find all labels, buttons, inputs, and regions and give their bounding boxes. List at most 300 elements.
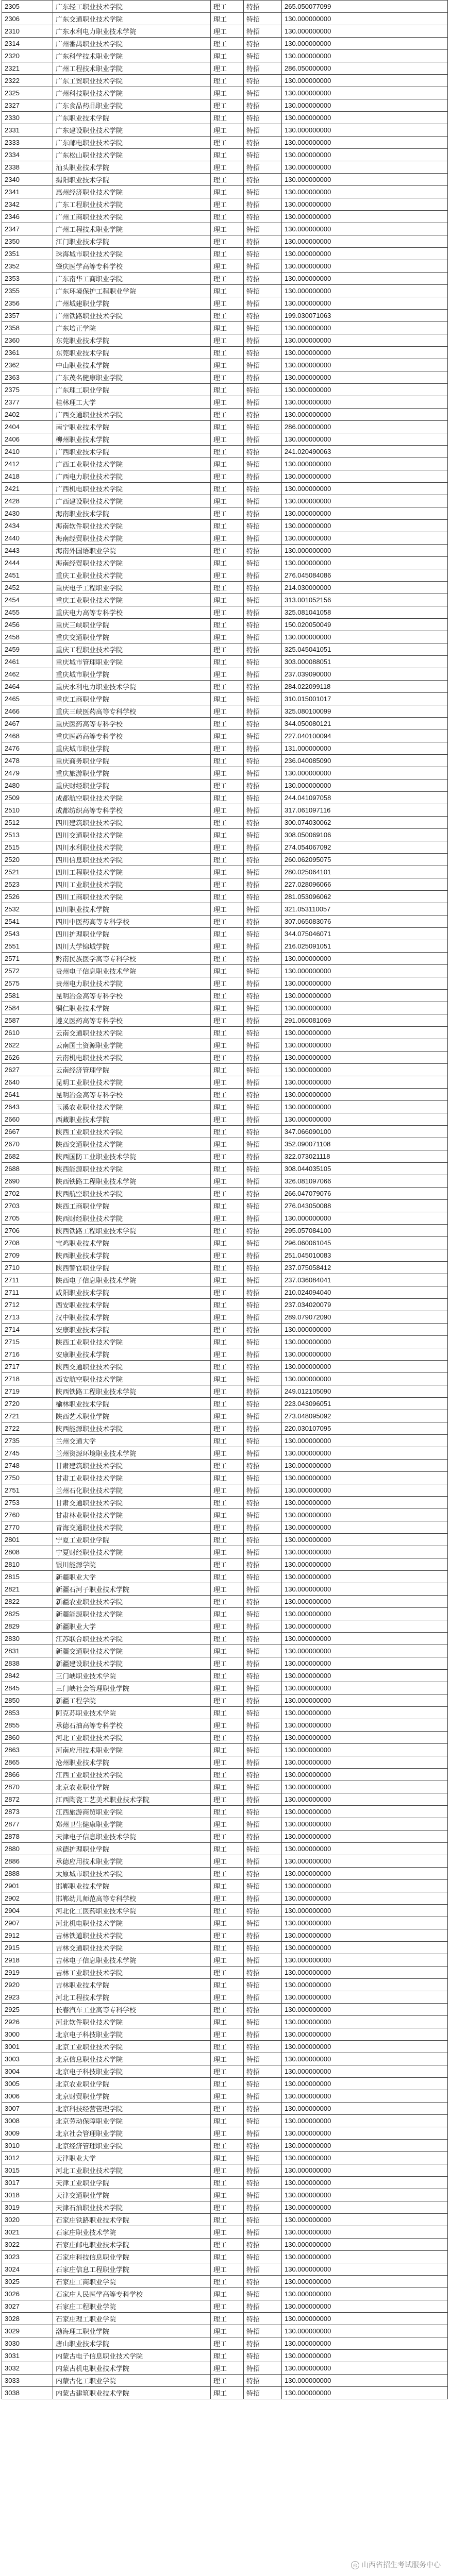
score-cell: 130.000000000 — [282, 1484, 448, 1497]
batch-cell: 特招 — [244, 1435, 282, 1447]
school-code-cell: 3031 — [2, 2350, 53, 2362]
school-code-cell: 2716 — [2, 1348, 53, 1361]
category-cell: 理工 — [211, 1620, 244, 1633]
school-code-cell: 2342 — [2, 198, 53, 211]
category-cell: 理工 — [211, 174, 244, 186]
score-cell: 317.061097116 — [282, 804, 448, 817]
batch-cell: 特招 — [244, 817, 282, 829]
batch-cell: 特招 — [244, 2004, 282, 2016]
school-code-cell: 2410 — [2, 446, 53, 458]
score-cell: 130.000000000 — [282, 2189, 448, 2201]
school-name-cell: 新疆农业职业技术学院 — [53, 1596, 211, 1608]
batch-cell: 特招 — [244, 1076, 282, 1089]
score-cell: 130.000000000 — [282, 1064, 448, 1076]
school-code-cell: 2334 — [2, 149, 53, 161]
score-cell: 130.000000000 — [282, 2201, 448, 2214]
school-name-cell: 重庆水利电力职业技术学院 — [53, 681, 211, 693]
school-code-cell: 2660 — [2, 1113, 53, 1126]
school-name-cell: 广西交通职业技术学院 — [53, 409, 211, 421]
school-name-cell: 广西建设职业技术学院 — [53, 495, 211, 507]
school-name-cell: 陕西铁路工程职业技术学院 — [53, 1225, 211, 1237]
school-code-cell: 3006 — [2, 2090, 53, 2103]
batch-cell: 特招 — [244, 2300, 282, 2313]
school-code-cell: 2468 — [2, 730, 53, 742]
score-cell: 307.065083076 — [282, 916, 448, 928]
batch-cell: 特招 — [244, 1447, 282, 1460]
school-name-cell: 广西电力职业技术学院 — [53, 470, 211, 483]
batch-cell: 特招 — [244, 1682, 282, 1694]
school-code-cell: 2340 — [2, 174, 53, 186]
category-cell: 理工 — [211, 25, 244, 38]
batch-cell: 特招 — [244, 878, 282, 891]
table-row — [2, 1991, 448, 2004]
score-cell: 130.000000000 — [282, 2226, 448, 2239]
batch-cell: 特招 — [244, 1484, 282, 1497]
table-row — [2, 545, 448, 557]
batch-cell: 特招 — [244, 2325, 282, 2337]
school-name-cell: 安康职业技术学院 — [53, 1348, 211, 1361]
batch-cell: 特招 — [244, 62, 282, 75]
table-row — [2, 2251, 448, 2263]
batch-cell: 特招 — [244, 681, 282, 693]
school-name-cell: 玉溪农业职业技术学院 — [53, 1101, 211, 1113]
school-code-cell: 3005 — [2, 2078, 53, 2090]
score-cell: 130.000000000 — [282, 1052, 448, 1064]
school-code-cell: 2722 — [2, 1422, 53, 1435]
table-row — [2, 1348, 448, 1361]
school-name-cell: 四川职业技术学院 — [53, 903, 211, 916]
school-code-cell: 2850 — [2, 1694, 53, 1707]
school-name-cell: 陕西职业技术学院 — [53, 1249, 211, 1262]
school-name-cell: 兰州资源环境职业技术学院 — [53, 1447, 211, 1460]
category-cell: 理工 — [211, 1, 244, 13]
batch-cell: 特招 — [244, 2152, 282, 2164]
category-cell: 理工 — [211, 1917, 244, 1929]
batch-cell: 特招 — [244, 2016, 282, 2028]
score-cell: 130.000000000 — [282, 285, 448, 297]
table-row — [2, 1361, 448, 1373]
school-code-cell: 2870 — [2, 1781, 53, 1793]
score-cell: 214.030000000 — [282, 582, 448, 594]
category-cell: 理工 — [211, 1336, 244, 1348]
category-cell: 理工 — [211, 817, 244, 829]
school-code-cell: 2418 — [2, 470, 53, 483]
score-cell: 296.060061045 — [282, 1237, 448, 1249]
school-name-cell: 海南外国语职业学院 — [53, 545, 211, 557]
school-name-cell: 新疆能源职业技术学院 — [53, 1608, 211, 1620]
school-name-cell: 沧州职业技术学院 — [53, 1756, 211, 1769]
school-name-cell: 汉中职业技术学院 — [53, 1311, 211, 1324]
batch-cell: 特招 — [244, 409, 282, 421]
table-body — [2, 1, 448, 2399]
category-cell: 理工 — [211, 235, 244, 248]
school-code-cell: 2305 — [2, 1, 53, 13]
batch-cell: 特招 — [244, 25, 282, 38]
category-cell: 理工 — [211, 13, 244, 25]
school-name-cell: 广东环境保护工程职业学院 — [53, 285, 211, 297]
batch-cell: 特招 — [244, 1534, 282, 1546]
table-row — [2, 1027, 448, 1039]
category-cell: 理工 — [211, 2090, 244, 2103]
score-cell: 130.000000000 — [282, 1979, 448, 1991]
batch-cell: 特招 — [244, 50, 282, 62]
category-cell: 理工 — [211, 421, 244, 433]
school-code-cell: 2907 — [2, 1917, 53, 1929]
score-cell: 295.057084100 — [282, 1225, 448, 1237]
school-code-cell: 2572 — [2, 965, 53, 977]
batch-cell: 特招 — [244, 1818, 282, 1831]
table-row — [2, 928, 448, 940]
batch-cell: 特招 — [244, 1905, 282, 1917]
category-cell: 理工 — [211, 1558, 244, 1571]
table-row — [2, 2164, 448, 2177]
score-cell: 130.000000000 — [282, 1831, 448, 1843]
category-cell: 理工 — [211, 2152, 244, 2164]
category-cell: 理工 — [211, 161, 244, 174]
table-row — [2, 1435, 448, 1447]
score-cell: 130.000000000 — [282, 2325, 448, 2337]
batch-cell: 特招 — [244, 137, 282, 149]
school-name-cell: 阿克苏职业技术学院 — [53, 1707, 211, 1719]
school-name-cell: 重庆电子工程职业学院 — [53, 582, 211, 594]
table-row — [2, 347, 448, 359]
batch-cell: 特招 — [244, 1299, 282, 1311]
school-code-cell: 2325 — [2, 87, 53, 99]
score-cell: 130.000000000 — [282, 322, 448, 334]
category-cell: 理工 — [211, 916, 244, 928]
score-cell: 130.000000000 — [282, 1348, 448, 1361]
score-cell: 130.000000000 — [282, 2115, 448, 2127]
table-row — [2, 198, 448, 211]
school-name-cell: 陕西国防工业职业技术学院 — [53, 1150, 211, 1163]
score-cell: 241.020490063 — [282, 446, 448, 458]
school-code-cell: 2476 — [2, 742, 53, 755]
score-cell: 130.000000000 — [282, 1954, 448, 1967]
school-name-cell: 广东工贸职业技术学院 — [53, 75, 211, 87]
category-cell: 理工 — [211, 1262, 244, 1274]
table-row — [2, 285, 448, 297]
category-cell: 理工 — [211, 557, 244, 569]
score-cell: 310.015001017 — [282, 693, 448, 705]
school-code-cell: 3012 — [2, 2152, 53, 2164]
table-row — [2, 2239, 448, 2251]
category-cell: 理工 — [211, 1188, 244, 1200]
batch-cell: 特招 — [244, 75, 282, 87]
score-cell: 130.000000000 — [282, 161, 448, 174]
score-cell: 130.000000000 — [282, 1497, 448, 1509]
table-row — [2, 916, 448, 928]
table-row — [2, 693, 448, 705]
score-cell: 130.000000000 — [282, 1336, 448, 1348]
table-row — [2, 2350, 448, 2362]
school-code-cell: 2327 — [2, 99, 53, 112]
score-cell: 130.000000000 — [282, 1571, 448, 1583]
score-cell: 130.000000000 — [282, 1707, 448, 1719]
category-cell: 理工 — [211, 928, 244, 940]
school-name-cell: 新疆职业大学 — [53, 1620, 211, 1633]
category-cell: 理工 — [211, 718, 244, 730]
school-code-cell: 2872 — [2, 1793, 53, 1806]
table-row — [2, 2177, 448, 2189]
table-row — [2, 1670, 448, 1682]
category-cell: 理工 — [211, 433, 244, 446]
school-code-cell: 2571 — [2, 953, 53, 965]
category-cell: 理工 — [211, 2065, 244, 2078]
school-name-cell: 唐山职业技术学院 — [53, 2337, 211, 2350]
school-name-cell: 新疆建设职业技术学院 — [53, 1657, 211, 1670]
category-cell: 理工 — [211, 186, 244, 198]
category-cell: 理工 — [211, 1422, 244, 1435]
score-cell: 130.000000000 — [282, 1447, 448, 1460]
school-code-cell: 2829 — [2, 1620, 53, 1633]
table-row — [2, 1892, 448, 1905]
school-code-cell: 2543 — [2, 928, 53, 940]
score-cell: 344.050080121 — [282, 718, 448, 730]
school-code-cell: 3024 — [2, 2263, 53, 2276]
table-row — [2, 2226, 448, 2239]
table-row — [2, 1150, 448, 1163]
table-row — [2, 1694, 448, 1707]
table-row — [2, 1942, 448, 1954]
school-name-cell: 海南职业技术学院 — [53, 507, 211, 520]
score-cell: 266.047079076 — [282, 1188, 448, 1200]
table-row — [2, 1929, 448, 1942]
batch-cell: 特招 — [244, 495, 282, 507]
score-cell: 130.000000000 — [282, 2263, 448, 2276]
school-code-cell: 2713 — [2, 1311, 53, 1324]
score-cell: 286.000000000 — [282, 421, 448, 433]
table-row — [2, 359, 448, 371]
score-cell: 130.000000000 — [282, 1435, 448, 1447]
category-cell: 理工 — [211, 730, 244, 742]
school-code-cell: 2919 — [2, 1967, 53, 1979]
table-row — [2, 779, 448, 792]
batch-cell: 特招 — [244, 767, 282, 779]
category-cell: 理工 — [211, 619, 244, 631]
category-cell: 理工 — [211, 273, 244, 285]
school-name-cell: 海南经贸职业技术学院 — [53, 557, 211, 569]
school-name-cell: 西藏职业技术学院 — [53, 1113, 211, 1126]
school-name-cell: 石家庄信息工程职业学院 — [53, 2263, 211, 2276]
school-name-cell: 重庆电力高等专科学校 — [53, 606, 211, 619]
category-cell: 理工 — [211, 854, 244, 866]
category-cell: 理工 — [211, 99, 244, 112]
batch-cell: 特招 — [244, 1212, 282, 1225]
category-cell: 理工 — [211, 1596, 244, 1608]
table-row — [2, 2053, 448, 2065]
category-cell: 理工 — [211, 2164, 244, 2177]
batch-cell: 特招 — [244, 161, 282, 174]
score-cell: 130.000000000 — [282, 2140, 448, 2152]
score-cell: 130.000000000 — [282, 557, 448, 569]
table-row — [2, 1620, 448, 1633]
school-code-cell: 2926 — [2, 2016, 53, 2028]
school-code-cell: 2434 — [2, 520, 53, 532]
category-cell: 理工 — [211, 223, 244, 235]
batch-cell: 特招 — [244, 829, 282, 841]
table-row — [2, 1521, 448, 1534]
batch-cell: 特招 — [244, 2263, 282, 2276]
admission-score-table — [2, 0, 448, 2399]
category-cell: 理工 — [211, 149, 244, 161]
school-code-cell: 3009 — [2, 2127, 53, 2140]
batch-cell: 特招 — [244, 507, 282, 520]
batch-cell: 特招 — [244, 977, 282, 990]
school-code-cell: 2710 — [2, 1262, 53, 1274]
score-cell: 284.022099118 — [282, 681, 448, 693]
category-cell: 理工 — [211, 1905, 244, 1917]
category-cell: 理工 — [211, 606, 244, 619]
school-code-cell: 3018 — [2, 2189, 53, 2201]
batch-cell: 特招 — [244, 174, 282, 186]
table-row — [2, 619, 448, 631]
school-code-cell: 2355 — [2, 285, 53, 297]
school-code-cell: 2708 — [2, 1237, 53, 1249]
school-code-cell: 2886 — [2, 1855, 53, 1868]
school-name-cell: 四川工商职业技术学院 — [53, 891, 211, 903]
category-cell: 理工 — [211, 1101, 244, 1113]
category-cell: 理工 — [211, 1361, 244, 1373]
table-row — [2, 1175, 448, 1188]
school-name-cell: 广东培正学院 — [53, 322, 211, 334]
table-row — [2, 1373, 448, 1385]
school-code-cell: 3019 — [2, 2201, 53, 2214]
table-row — [2, 2078, 448, 2090]
category-cell: 理工 — [211, 1324, 244, 1336]
batch-cell: 特招 — [244, 1361, 282, 1373]
batch-cell: 特招 — [244, 693, 282, 705]
school-name-cell: 北京电子科技职业学院 — [53, 2065, 211, 2078]
school-code-cell: 2458 — [2, 631, 53, 643]
score-cell: 130.000000000 — [282, 953, 448, 965]
school-name-cell: 陕西交通职业技术学院 — [53, 1138, 211, 1150]
batch-cell: 特招 — [244, 334, 282, 347]
category-cell: 理工 — [211, 1657, 244, 1670]
category-cell: 理工 — [211, 977, 244, 990]
table-row — [2, 1410, 448, 1422]
school-name-cell: 承德石油高等专科学校 — [53, 1719, 211, 1732]
category-cell: 理工 — [211, 1633, 244, 1645]
batch-cell: 特招 — [244, 1039, 282, 1052]
category-cell: 理工 — [211, 1880, 244, 1892]
school-name-cell: 天津石油职业技术学院 — [53, 2201, 211, 2214]
school-code-cell: 2358 — [2, 322, 53, 334]
school-name-cell: 重庆城市管理职业学院 — [53, 656, 211, 668]
batch-cell: 特招 — [244, 1422, 282, 1435]
school-name-cell: 广西职业技术学院 — [53, 446, 211, 458]
category-cell: 理工 — [211, 2028, 244, 2041]
category-cell: 理工 — [211, 2189, 244, 2201]
batch-cell: 特招 — [244, 1596, 282, 1608]
school-code-cell: 2330 — [2, 112, 53, 124]
score-cell: 130.000000000 — [282, 2214, 448, 2226]
category-cell: 理工 — [211, 594, 244, 606]
table-row — [2, 1608, 448, 1620]
school-name-cell: 四川大学锦城学院 — [53, 940, 211, 953]
table-row — [2, 582, 448, 594]
school-code-cell: 2532 — [2, 903, 53, 916]
school-code-cell: 2430 — [2, 507, 53, 520]
score-cell: 130.000000000 — [282, 532, 448, 545]
table-row — [2, 396, 448, 409]
score-cell: 130.000000000 — [282, 2251, 448, 2263]
school-code-cell: 2640 — [2, 1076, 53, 1089]
school-code-cell: 2845 — [2, 1682, 53, 1694]
table-row — [2, 1880, 448, 1892]
category-cell: 理工 — [211, 384, 244, 396]
school-name-cell: 广西机电职业技术学院 — [53, 483, 211, 495]
school-name-cell: 中山职业技术学院 — [53, 359, 211, 371]
category-cell: 理工 — [211, 1089, 244, 1101]
category-cell: 理工 — [211, 1200, 244, 1212]
table-row — [2, 631, 448, 643]
table-row — [2, 755, 448, 767]
table-row — [2, 273, 448, 285]
batch-cell: 特招 — [244, 916, 282, 928]
score-cell: 237.039090000 — [282, 668, 448, 681]
category-cell: 理工 — [211, 2362, 244, 2375]
score-cell: 313.001052156 — [282, 594, 448, 606]
school-name-cell: 太原城市职业技术学院 — [53, 1868, 211, 1880]
batch-cell: 特招 — [244, 124, 282, 137]
school-name-cell: 重庆城市职业学院 — [53, 742, 211, 755]
batch-cell: 特招 — [244, 841, 282, 854]
school-name-cell: 银川能源学院 — [53, 1558, 211, 1571]
category-cell: 理工 — [211, 112, 244, 124]
batch-cell: 特招 — [244, 2350, 282, 2362]
score-cell: 227.040100094 — [282, 730, 448, 742]
table-row — [2, 903, 448, 916]
batch-cell: 特招 — [244, 273, 282, 285]
table-row — [2, 470, 448, 483]
school-code-cell: 2715 — [2, 1336, 53, 1348]
batch-cell: 特招 — [244, 1546, 282, 1558]
table-row — [2, 681, 448, 693]
table-row — [2, 1534, 448, 1546]
school-name-cell: 四川建筑职业技术学院 — [53, 817, 211, 829]
school-code-cell: 3020 — [2, 2214, 53, 2226]
category-cell: 理工 — [211, 681, 244, 693]
school-code-cell: 2350 — [2, 235, 53, 248]
school-name-cell: 石家庄科技信息职业学院 — [53, 2251, 211, 2263]
school-code-cell: 2830 — [2, 1633, 53, 1645]
school-code-cell: 3021 — [2, 2226, 53, 2239]
score-cell: 244.041097058 — [282, 792, 448, 804]
table-row — [2, 1472, 448, 1484]
school-code-cell: 2643 — [2, 1101, 53, 1113]
table-row — [2, 186, 448, 198]
category-cell: 理工 — [211, 532, 244, 545]
batch-cell: 特招 — [244, 1311, 282, 1324]
school-name-cell: 吉林工业职业技术学院 — [53, 1967, 211, 1979]
school-name-cell: 河北化工医药职业技术学院 — [53, 1905, 211, 1917]
school-name-cell: 广州科技职业技术学院 — [53, 87, 211, 99]
table-row — [2, 594, 448, 606]
table-row — [2, 2337, 448, 2350]
school-code-cell: 2748 — [2, 1460, 53, 1472]
batch-cell: 特招 — [244, 730, 282, 742]
category-cell: 理工 — [211, 1460, 244, 1472]
category-cell: 理工 — [211, 1497, 244, 1509]
score-cell: 130.000000000 — [282, 137, 448, 149]
score-cell: 344.075046071 — [282, 928, 448, 940]
school-name-cell: 西安航空职业技术学院 — [53, 1373, 211, 1385]
school-name-cell: 甘肃林业职业技术学院 — [53, 1509, 211, 1521]
school-name-cell: 昆明冶金高等专科学校 — [53, 1089, 211, 1101]
batch-cell: 特招 — [244, 1, 282, 13]
table-row — [2, 2387, 448, 2399]
table-row — [2, 124, 448, 137]
